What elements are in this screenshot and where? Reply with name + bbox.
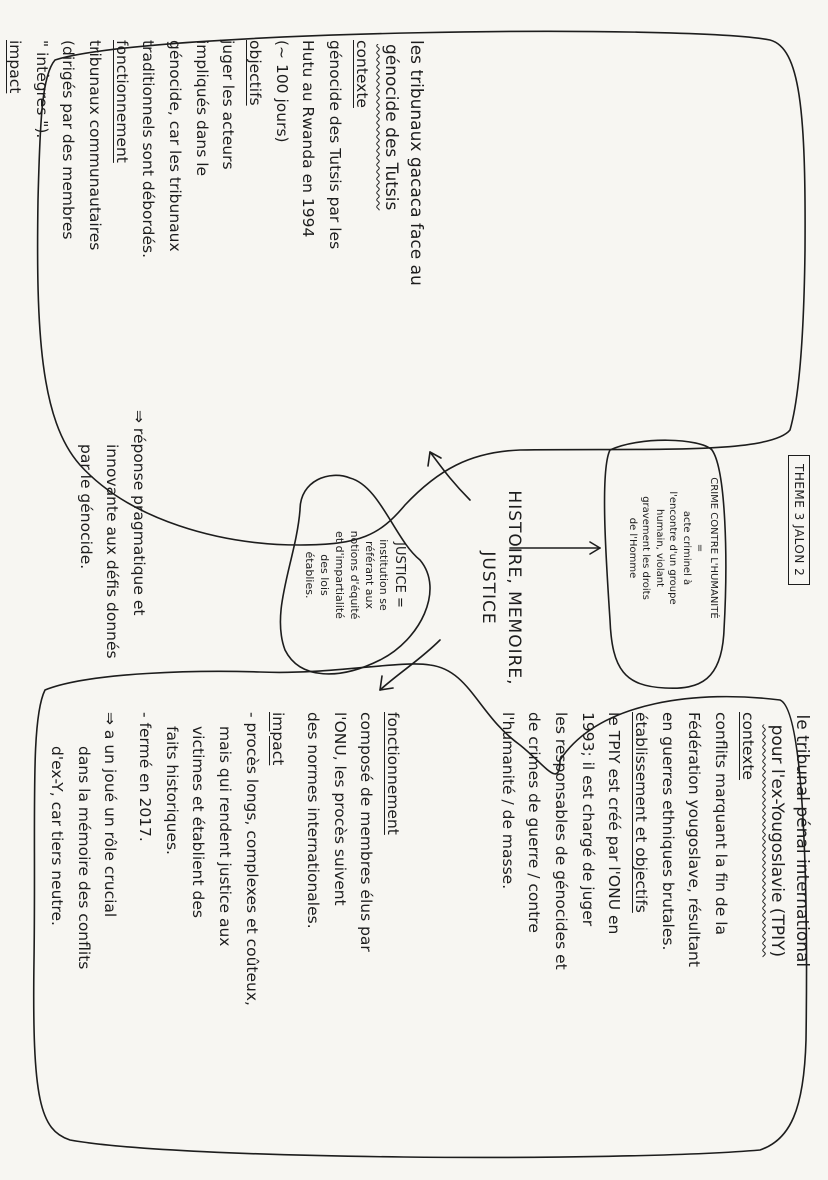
- gacaca-conclusion: [72, 410, 152, 659]
- tpiy-title: [765, 712, 814, 970]
- crime-line: acte criminel à: [681, 510, 692, 586]
- justice-title: JUSTICE =: [392, 542, 407, 608]
- theme-text: THEME 3 JALON 2: [792, 464, 806, 577]
- gacaca-conclusion-line: ⇒ réponse pragmatique et: [130, 410, 148, 616]
- tpiy-impact-line: - procès longs, complexes et coûteux,: [242, 712, 261, 1006]
- gacaca-fonctionnement-line: " intègres ").: [32, 40, 51, 139]
- gacaca-conclusion-line: par le génocide.: [76, 444, 95, 570]
- central-title-line1: HISTOIRE, MEMOIRE,: [504, 490, 524, 686]
- gacaca-title: [379, 40, 428, 345]
- tpiy-conclusion-line: dans la mémoire des conflits: [74, 746, 93, 970]
- tpiy-contexte-line: conflits marquant la fin de la: [712, 712, 731, 936]
- crime-bubble: [626, 448, 721, 648]
- gacaca-objectifs-line: juger les acteurs: [219, 40, 238, 170]
- gacaca-impact-line: [0, 40, 2, 345]
- gacaca-objectifs-line: traditionnels sont débordés.: [139, 40, 158, 259]
- tpiy-fonctionnement-line: l'ONU, les procès suivent: [330, 712, 349, 906]
- tpiy-fonctionnement-line: des normes internationales.: [304, 712, 323, 929]
- gacaca-conclusion-line: innovante aux défis donnés: [103, 444, 122, 659]
- gacaca-fonctionnement-line: tribunaux communautaires: [86, 40, 105, 251]
- tpiy-contexte-heading: contexte: [738, 712, 757, 780]
- tpiy-etablissement-heading: établissement et objectifs: [632, 712, 651, 913]
- central-title: [475, 478, 526, 698]
- tpiy-impact-heading: impact: [269, 712, 288, 766]
- gacaca-objectifs-line: impliqués dans le: [192, 40, 211, 177]
- gacaca-section: [0, 40, 428, 345]
- tpiy-etablissement-line: les responsables de génocides et: [552, 712, 571, 970]
- tpiy-title-line1: le tribunal pénal international: [792, 714, 812, 968]
- gacaca-contexte-heading: contexte: [352, 40, 371, 108]
- tpiy-etablissement-line: le TPIY est créé par l'ONU en: [605, 712, 624, 935]
- crime-title: CRIME CONTRE L'HUMANITÉ: [708, 477, 719, 619]
- crime-line: de l'Homme: [627, 517, 638, 579]
- gacaca-objectifs-line: génocide, car les tribunaux: [166, 40, 185, 252]
- tpiy-contexte-line: en guerres ethniques brutales.: [658, 712, 677, 951]
- gacaca-objectifs-heading: objectifs: [246, 40, 265, 106]
- justice-bubble: [301, 495, 408, 655]
- central-title-line2: JUSTICE: [478, 551, 499, 625]
- tpiy-fonctionnement-heading: fonctionnement: [384, 712, 402, 835]
- justice-line: des lois: [318, 554, 332, 596]
- crime-line: humain, violant: [654, 509, 665, 587]
- tpiy-etablissement-line: de crimes de guerre / contre: [525, 712, 544, 933]
- gacaca-fonctionnement-heading: fonctionnement: [112, 40, 131, 163]
- gacaca-contexte-line: Hutu au Rwanda en 1994: [299, 40, 318, 238]
- gacaca-impact-heading: impact: [6, 40, 25, 94]
- tpiy-impact-line: victimes et établient des: [189, 726, 208, 918]
- theme-label: [788, 455, 810, 585]
- crime-equals: =: [694, 543, 706, 553]
- gacaca-fonctionnement-line: (dirigés par des membres: [59, 40, 78, 240]
- tpiy-conclusion-line: d'ex-Y, car tiers neutre.: [48, 746, 67, 926]
- gacaca-title-line1: les tribunaux gacaca face au: [406, 40, 426, 286]
- gacaca-contexte-line: génocide des Tutsis par les: [326, 40, 345, 250]
- tpiy-fonctionnement-line: composé de membres élus par: [357, 712, 376, 952]
- crime-line: l'encontre d'un groupe: [667, 491, 679, 605]
- tpiy-etablissement-line: l'humanité / de masse.: [498, 712, 517, 890]
- tpiy-conclusion-line: ⇒ a un joué un rôle crucial: [101, 712, 120, 918]
- justice-line: institution se: [377, 539, 391, 611]
- tpiy-section-2: [43, 712, 406, 1006]
- tpiy-etablissement-line: 1993; il est chargé de juger: [578, 712, 597, 927]
- tpiy-section: [494, 712, 814, 970]
- tpiy-title-line2: pour l'ex-Yougoslavie (TPIY): [767, 724, 788, 958]
- justice-line: référant aux: [362, 541, 376, 609]
- tpiy-impact-line: mais qui rendent justice aux: [216, 726, 235, 947]
- justice-line: établies.: [303, 551, 317, 599]
- crime-line: gravement les droits: [640, 496, 652, 600]
- justice-line: et d'impartialité: [332, 531, 346, 619]
- tpiy-impact-line: faits historiques.: [162, 726, 181, 855]
- gacaca-contexte-line: (~ 100 jours): [272, 40, 291, 143]
- gacaca-title-line2: génocide des Tutsis: [381, 44, 402, 211]
- tpiy-contexte-line: Fédération yougoslave, résultant: [685, 712, 704, 967]
- justice-line: notions d'équité: [347, 530, 361, 620]
- tpiy-impact-line: - fermé en 2017.: [136, 712, 155, 842]
